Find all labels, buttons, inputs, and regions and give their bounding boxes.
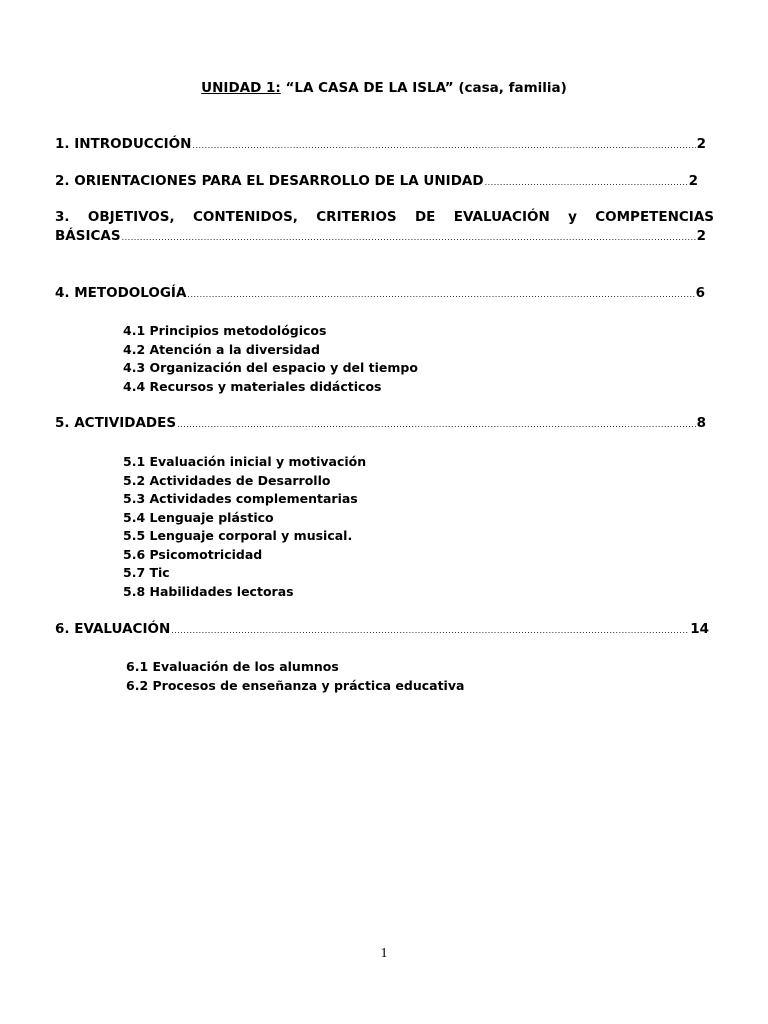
dot-leader: [192, 141, 695, 150]
toc-entry-page: 8: [696, 415, 706, 431]
unit-title: “LA CASA DE LA ISLA” (casa, familia): [280, 80, 567, 96]
dot-leader: [122, 233, 696, 242]
toc-entry-evaluacion: [55, 621, 709, 637]
subsection-item: 4.3 Organización del espacio y del tiempo: [123, 360, 418, 375]
toc-entry-metodologia: [55, 285, 705, 301]
subsection-item: 6.1 Evaluación de los alumnos: [126, 659, 339, 674]
document-title: [0, 80, 768, 96]
toc-entry-page: 14: [690, 621, 709, 637]
toc-entry-page: 6: [695, 285, 705, 301]
toc-entry-label: 5. ACTIVIDADES: [55, 415, 177, 431]
subsection-item: 5.5 Lenguaje corporal y musical.: [123, 528, 353, 543]
toc-entry-page: 2: [696, 136, 706, 152]
toc-entry-label: 2. ORIENTACIONES PARA EL DESARROLLO DE LA UNIDAD: [55, 173, 484, 189]
toc-entry-label: 6. EVALUACIÓN: [55, 621, 171, 637]
subsection-item: 5.3 Actividades complementarias: [123, 491, 358, 506]
toc-entry-objetivos: [55, 228, 706, 244]
subsection-item: 4.4 Recursos y materiales didácticos: [123, 378, 382, 394]
toc-entry-label: BÁSICAS: [55, 228, 121, 244]
subsection-item: 5.7 Tic: [123, 565, 170, 580]
unit-label: UNIDAD 1:: [201, 80, 281, 96]
toc-entry-label: 1. INTRODUCCIÓN: [55, 136, 192, 152]
dot-leader: [187, 290, 694, 299]
subsection-item: 5.2 Actividades de Desarrollo: [123, 472, 331, 488]
toc-entry-orientaciones: [55, 173, 698, 189]
toc-entry-introduccion: [55, 136, 706, 152]
toc-entry-page: 2: [688, 173, 698, 189]
subsection-item: 6.2 Procesos de enseñanza y práctica educativa: [126, 677, 465, 693]
actividades-subsections: [123, 453, 366, 601]
subsection-item: 4.1 Principios metodológicos: [123, 323, 327, 338]
toc-entry-actividades: [55, 415, 706, 431]
subsection-item: 5.6 Psicomotricidad: [123, 546, 263, 562]
metodologia-subsections: [123, 322, 418, 396]
subsection-item: 5.8 Habilidades lectoras: [123, 583, 294, 599]
dot-leader: [177, 420, 696, 429]
evaluacion-subsections: [126, 658, 464, 695]
subsection-item: 4.2 Atención a la diversidad: [123, 341, 320, 357]
subsection-item: 5.1 Evaluación inicial y motivación: [123, 454, 367, 469]
dot-leader: [171, 626, 689, 635]
toc-entry-page: 2: [696, 228, 706, 244]
toc-entry-objetivos-line1: 3. OBJETIVOS, CONTENIDOS, CRITERIOS DE EVALUACIÓN y COMPETENCIAS: [55, 209, 714, 225]
page-number: 1: [380, 946, 388, 961]
dot-leader: [485, 178, 688, 187]
subsection-item: 5.4 Lenguaje plástico: [123, 509, 274, 525]
toc-entry-label: 4. METODOLOGÍA: [55, 285, 187, 301]
